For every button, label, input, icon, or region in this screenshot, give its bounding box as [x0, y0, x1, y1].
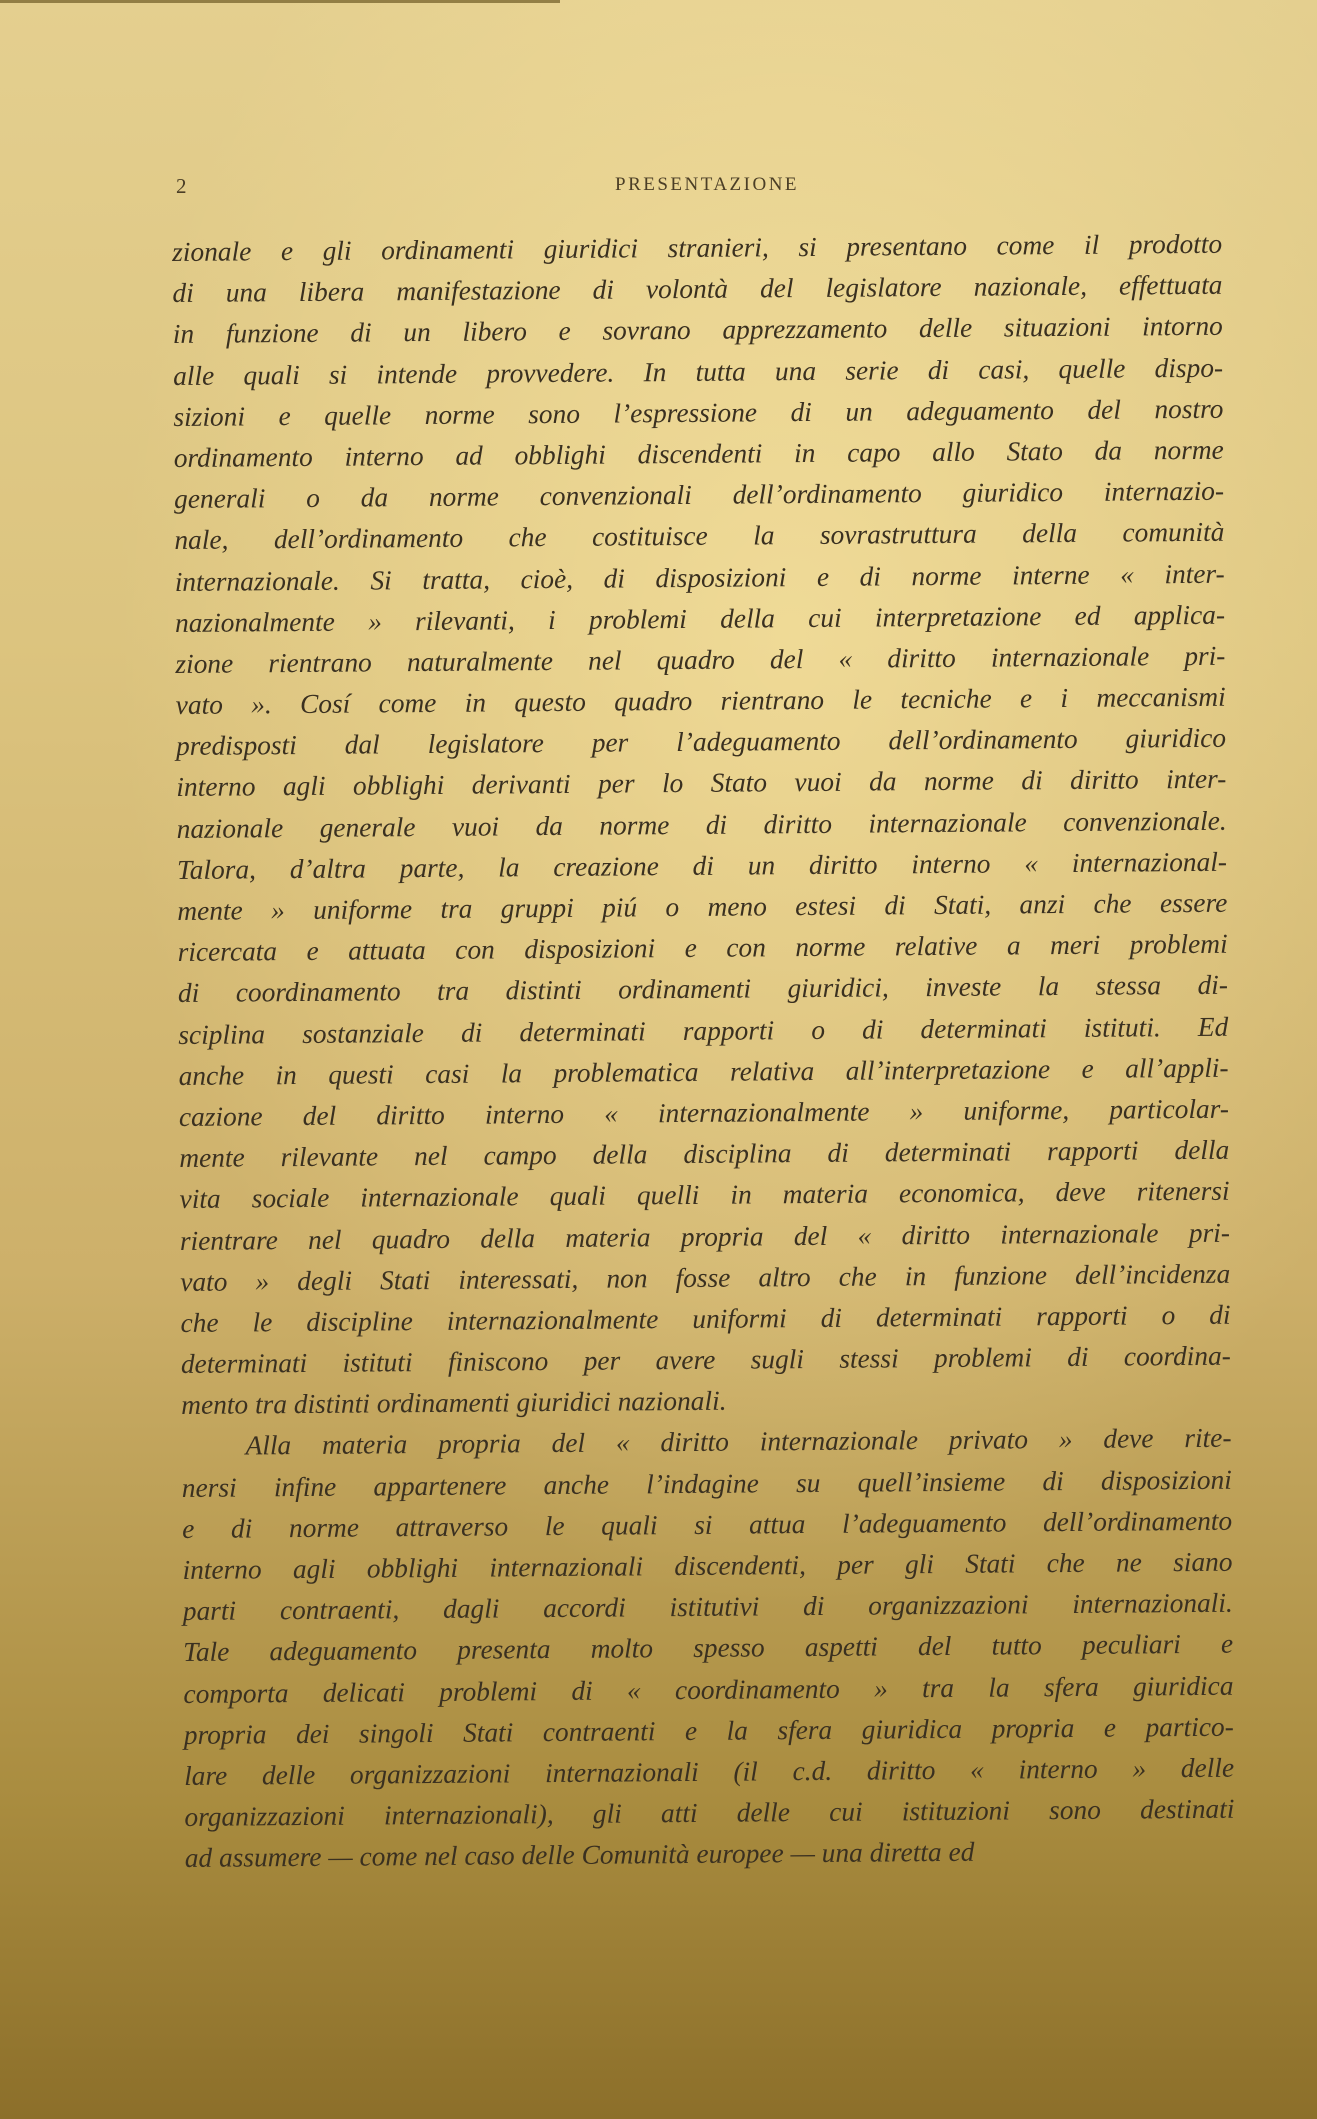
text-line: anche in questi casi la problematica relativa all’interpretazione e all’appli- — [178, 1052, 1229, 1091]
text-line: propria dei singoli Stati contraenti e la sfera giuridica propria e partico- — [183, 1711, 1234, 1750]
text-line: vita sociale internazionale quali quelli in materia economica, deve ritenersi — [179, 1176, 1230, 1215]
text-line: che le discipline internazionalmente uniformi di determinati rapporti o di — [180, 1299, 1231, 1338]
text-line: interno agli obblighi derivanti per lo Stato vuoi da norme di diritto inter- — [176, 764, 1227, 803]
text-line: zionale e gli ordinamenti giuridici stranieri, si presentano come il prodotto — [172, 228, 1223, 267]
paragraph — [181, 1418, 1235, 1879]
text-line: nazionale generale vuoi da norme di diritto internazionale convenzionale. — [176, 805, 1227, 844]
text-line: ad assumere — come nel caso delle Comunità europee — una diretta ed — [184, 1837, 975, 1874]
text-line: sciplina sostanziale di determinati rapporti o di determinati istituti. Ed — [178, 1011, 1229, 1050]
text-line: nazionalmente » rilevanti, i problemi della cui interpretazione ed applica- — [174, 599, 1226, 638]
text-line: mente rilevante nel campo della disciplina di determinati rapporti della — [179, 1134, 1230, 1174]
text-line: nersi infine appartenere anche l’indagine su quell’insieme di disposizioni — [181, 1464, 1232, 1503]
text-line: ordinamento interno ad obblighi discendenti in capo allo Stato da norme — [173, 434, 1224, 473]
text-line: alle quali si intende provvedere. In tutta una serie di casi, quelle dispo- — [173, 352, 1224, 391]
text-line: ricercata e attuata con disposizioni e con norme relative a meri problemi — [177, 928, 1228, 968]
text-line: cazione del diritto interno « internazionalmente » uniforme, particolar- — [178, 1093, 1230, 1132]
text-line: Talora, d’altra parte, la creazione di un diritto interno « internazional- — [176, 846, 1228, 885]
text-line: zione rientrano naturalmente nel quadro del « diritto internazionale pri- — [175, 640, 1226, 679]
text-line: mente » uniforme tra gruppi piú o meno estesi di Stati, anzi che essere — [177, 887, 1228, 926]
text-line: interno agli obblighi internazionali discendenti, per gli Stati che ne siano — [182, 1546, 1233, 1585]
text-line: comporta delicati problemi di « coordinamento » tra la sfera giuridica — [183, 1670, 1234, 1709]
top-edge-rule — [0, 0, 560, 3]
body-text — [172, 224, 1235, 1880]
page-header — [170, 170, 1220, 210]
text-line: generali o da norme convenzionali dell’ordinamento giuridico internazio- — [173, 475, 1225, 515]
text-line: sizioni e quelle norme sono l’espressione di un adeguamento del nostro — [173, 393, 1224, 432]
text-line: predisposti dal legislatore per l’adeguamento dell’ordinamento giuridico — [175, 722, 1227, 762]
text-line: di una libera manifestazione di volontà del legislatore nazionale, effettuata — [172, 269, 1223, 309]
text-line: organizzazioni internazionali), gli atti delle cui istituzioni sono destinati — [184, 1793, 1235, 1833]
text-line: determinati istituti finiscono per avere sugli stessi problemi di coordina- — [180, 1340, 1231, 1380]
text-line: internazionale. Si tratta, cioè, di disposizioni e di norme interne « inter- — [174, 558, 1225, 597]
text-line: mento tra distinti ordinamenti giuridici nazionali. — [181, 1385, 727, 1421]
text-line: vato ». Cosí come in questo quadro rientrano le tecniche e i meccanismi — [175, 681, 1226, 721]
text-line: nale, dell’ordinamento che costituisce la sovrastruttura della comunità — [174, 517, 1225, 556]
text-line: in funzione di un libero e sovrano apprezzamento delle situazioni intorno — [172, 311, 1223, 350]
text-line: Alla materia propria del « diritto internazionale privato » deve rite- — [245, 1423, 1232, 1461]
text-line: e di norme attraverso le quali si attua l’adeguamento dell’ordinamento — [182, 1505, 1233, 1544]
paragraph — [172, 224, 1231, 1427]
text-line: lare delle organizzazioni internazionali (il c.d. diritto « interno » delle — [184, 1752, 1235, 1791]
text-line: parti contraenti, dagli accordi istitutivi di organizzazioni internazionali. — [182, 1587, 1233, 1627]
text-line: rientrare nel quadro della materia propria del « diritto internazionale pri- — [179, 1217, 1231, 1256]
text-line: vato » degli Stati interessati, non fosse altro che in funzione dell’incidenza — [180, 1258, 1231, 1297]
page-number: 2 — [176, 174, 187, 198]
text-line: Tale adeguamento presenta molto spesso aspetti del tutto peculiari e — [183, 1629, 1234, 1668]
text-line: di coordinamento tra distinti ordinamenti giuridici, investe la stessa di- — [177, 970, 1229, 1009]
running-head: PRESENTAZIONE — [615, 174, 800, 195]
